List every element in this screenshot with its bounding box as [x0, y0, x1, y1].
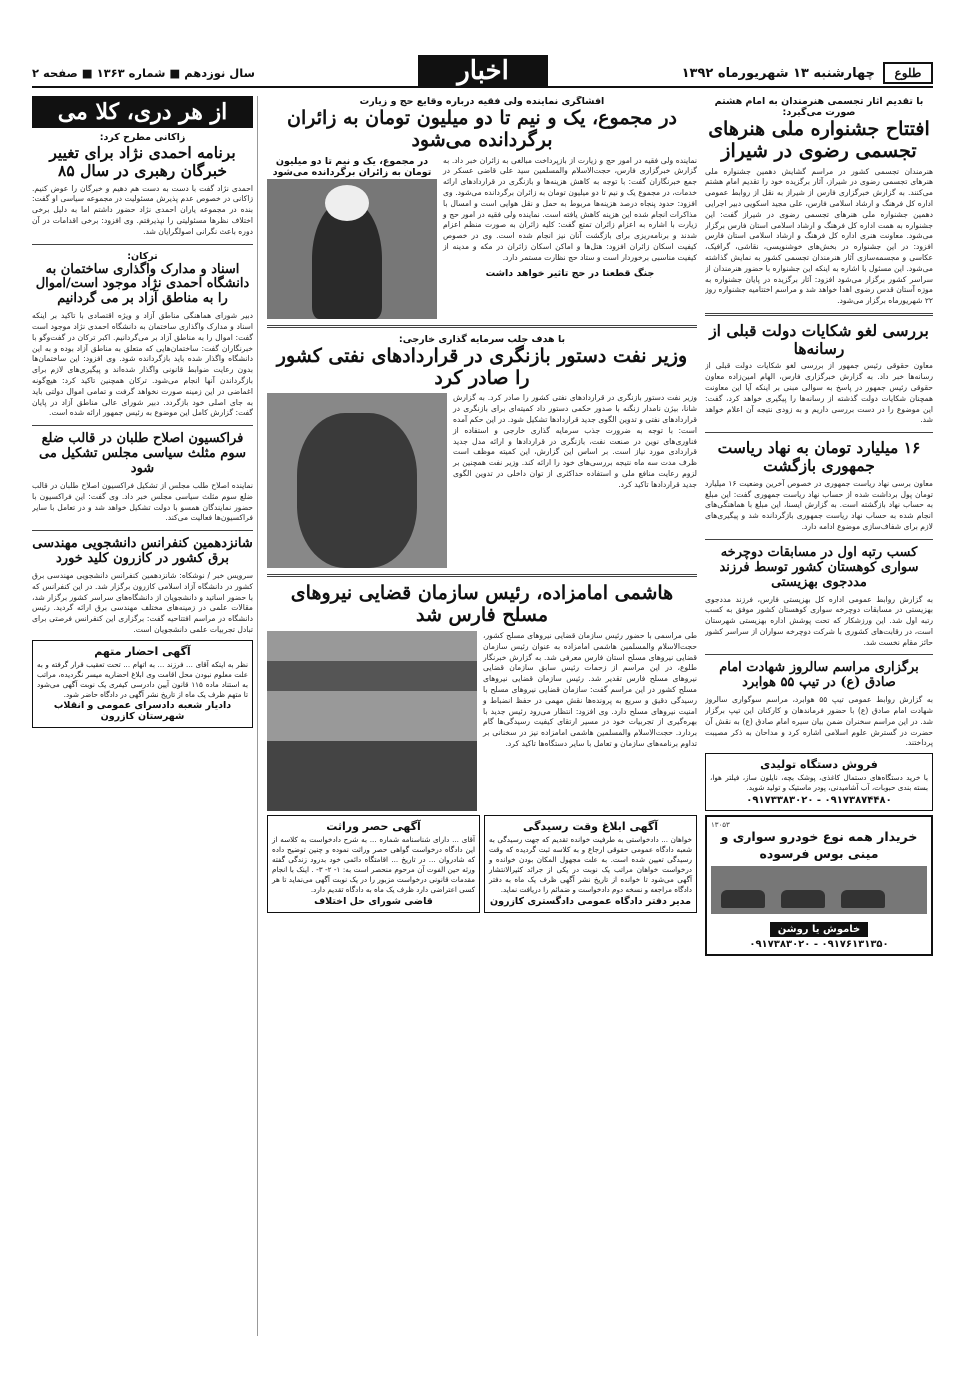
- ad-signature: دادیار شعبه دادسرای عمومی و انقلاب شهرستان کازرون: [53, 699, 232, 722]
- ad-title: فروش دستگاه تولیدی: [760, 758, 878, 772]
- column-banner: از هر دری، کلا می: [32, 96, 253, 128]
- divider: [267, 574, 697, 577]
- article-subhead: جنگ قطعنا در حج تاثیر خواهد داشت: [485, 267, 655, 279]
- newspaper-logo: طلوع: [883, 62, 933, 84]
- minister-photo: [267, 393, 447, 568]
- article-headline: برگزاری مراسم سالروز شهادت امام صادق (ع) در تیپ ۵۵ هوابرد: [719, 660, 919, 691]
- article-body: سرویس خبر / نوشکاه: شانزدهمین کنفرانس دانشجویی مهندسی برق کشور در دانشگاه آزاد اسلامی کازرون برگزار شد. در این کنفرانس که با حضور اساتید و دانشجویان از دانشگاه‌های سراسر کشور برگزار شد، مقالات علمی در زمینه‌های مختلف مهندسی برق ارائه گردید. رئیس دانشگاه در مراسم افتتاحیه گفت: برگزاری این کنفرانس فرصتی برای تبادل تجربیات علمی دانشجویان است.: [32, 570, 253, 634]
- issue-info: سال نوزدهم ■ شماره ۱۳۶۳ ■ صفحه ۲: [32, 66, 255, 80]
- article-body: نماینده ولی فقیه در امور حج و زیارت از بازپرداخت مبالغی به زائران خبر داد. به گزارش خبرگزاری فارس، حجت‌الاسلام والمسلمین سید علی قاضی عسکر در جمع خبرنگاران گفت: با توجه به کاهش هزینه‌ها و بازنگری در قراردادهای ارائه خدمات، در مجموع یک و نیم تا دو میلیون تومان به زائران برگردانده می‌شود. وی افزود: حدود پنجاه درصد هزینه‌ها مربوط به حمل و نقل هوایی است و امسال با مذاکرات انجام شده این هزینه کاهش یافته است. نماینده ولی فقیه در امور حج و زیارت با اشاره به اعزام زائران تمتع گفت: کلیه زائران به صورت منظم اعزام شدند و برنامه‌ریزی برای بازگشت آنان نیز انجام شده است. وی در خصوص کیفیت اسکان زائران افزود: هتل‌ها و اماکن اسکان زائران در مکه و مدینه از کیفیت مناسبی برخوردار است و ستاد حج نظارت مستمر دارد.: [443, 155, 697, 262]
- article-body: هنرمندان تجسمی کشور در مراسم گشایش دهمین جشنواره ملی هنرهای تجسمی رضوی در شیراز، آثار برگزیده خود را تقدیم امام هشتم می‌کنند. به گزارش خبرگزاری فارس از شیراز به نقل از روابط عمومی اداره کل فرهنگ و ارشاد اسلامی فارس، علی مجید اسکویی دبیر اجرایی دهمین جشنواره ملی هنرهای تجسمی رضوی در شیراز گفت: این جشنواره به همت اداره کل فرهنگ و ارشاد اسلامی استان فارس برگزار می‌شود. معاونت هنری اداره کل فرهنگ و ارشاد اسلامی استان فارس افزود: در این جشنواره در بخش‌های خوشنویسی، نقاشی، گرافیک، عکاسی و مجسمه‌سازی آثار هنرمندان تجسمی کشور به نمایش گذاشته می‌شود. این مسئول با اشاره به اینکه این جشنواره با حضور هنرمندان از سراسر کشور برگزار می‌شود افزود: آثار برگزیده در پایان جشنواره به موزه آستان قدس رضوی اهدا خواهد شد و مراسم اختتامیه جشنواره روز ۲۲ شهریورماه برگزار می‌شود.: [705, 166, 933, 306]
- divider: [705, 432, 933, 433]
- page-header: [32, 58, 933, 88]
- article-body: معاون حقوقی رئیس جمهور از بررسی لغو شکایات دولت قبلی از رسانه‌ها خبر داد. به گزارش خبرگزاری فارس، الهام امین‌زاده معاون حقوقی رئیس جمهور در پاسخ به سوالی مبنی بر اینکه آیا این معاونت همچنان شکایات دولت گذشته از رسانه‌ها را پیگیری خواهد کرد، گفت: این موضوع را در دست بررسی داریم و به زودی نتیجه آن اعلام خواهد شد.: [705, 361, 933, 425]
- ad-signature: قاضی شورای حل اختلاف: [314, 895, 433, 907]
- car-buyer-ad: [705, 815, 933, 956]
- divider: [705, 313, 933, 316]
- ad-phone: ۰۹۱۷۳۸۳۰۲۰ - ۰۹۱۷۶۱۳۱۳۵۰: [749, 939, 889, 951]
- classified-ad: [705, 753, 933, 811]
- ad-title: خریدار همه نوع خودرو سواری و مینی بوس فرسوده: [720, 829, 918, 862]
- article-headline: برنامه احمدی نژاد برای تغییر خبرگان رهبری در سال ۸۵: [49, 143, 236, 180]
- divider: [705, 654, 933, 655]
- ad-phone: ۰۹۱۷۳۳۸۳۰۲۰ - ۰۹۱۷۳۸۷۴۴۸۰: [746, 795, 892, 807]
- car-shape: [841, 890, 885, 908]
- lead-article: [267, 156, 697, 319]
- article-headline: وزیر نفت دستور بازنگری در قراردادهای نفتی کشور را صادر کرد: [276, 344, 688, 389]
- article-kicker: با تقدیم آثار تجسمی هنرمندان به امام هشتم صورت می‌گیرد:: [714, 96, 924, 118]
- car-shape: [781, 890, 825, 908]
- left-column: [32, 96, 258, 1336]
- article-headline: بررسی لغو شکایات دولت قبلی از رسانه‌ها: [709, 320, 929, 358]
- article-body: نماینده اصلاح طلب مجلس از تشکیل فراکسیون اصلاح طلبان در قالب ضلع سوم مثلث سیاسی مجلس خبر داد. وی گفت: این فراکسیون با حضور نمایندگان همسو با دولت تشکیل خواهد شد و در تعامل با سایر فراکسیون‌ها فعالیت می‌کند.: [32, 480, 253, 523]
- ad-title: آگهی ابلاغ وقت رسیدگی: [522, 820, 659, 834]
- article-kicker: با هدف جلب سرمایه گذاری خارجی:: [398, 333, 566, 345]
- car-image: [711, 866, 927, 914]
- divider: [32, 425, 253, 426]
- legal-ads: [267, 815, 697, 912]
- lead-headline: در مجموع، یک و نیم تا دو میلیون تومان به زائران برگردانده می‌شود: [286, 107, 677, 151]
- judicial-article: [267, 631, 697, 811]
- cleric-photo: [267, 179, 437, 319]
- article-headline: هاشمی امامزاده، رئیس سازمان قضایی نیروهای مسلح فارس شد: [290, 582, 674, 627]
- ad-tag: خاموش یا روشن: [770, 922, 869, 937]
- divider: [32, 244, 253, 245]
- legal-ad: [267, 815, 480, 912]
- divider: [32, 530, 253, 531]
- ad-title: آگهی احضار متهم: [94, 644, 191, 658]
- article-headline: ۱۶ میلیارد تومان به نهاد ریاست جمهوری بازگشت: [717, 438, 921, 475]
- article-body: احمدی نژاد گفت با دست به دست هم دهیم و خبرگان را عوض کنیم. زاکانی در خصوص عدم پذیرش مسئولیت در مجموعه سیاسی او گفت: بنده در مجموعه یاران احمدی نژاد حضور داشتم اما به دلیل برخی اختلاف نظرها مسئولیتی را نپذیرفتم. وی افزود: برخی اقدامات در آن دوره باعث نگرانی اصولگرایان شد.: [32, 183, 253, 236]
- ad-body: نظر به اینکه آقای ... فرزند ... به اتهام ... تحت تعقیب قرار گرفته و به علت معلوم نبودن محل اقامت وی ابلاغ احضاریه میسر نگردیده، مراتب به استناد ماده ۱۱۵ قانون آیین دادرسی کیفری یک نوبت آگهی می‌شود تا متهم ظرف یک ماه از تاریخ نشر آگهی در دادگاه حاضر شود.: [37, 659, 249, 699]
- article-subhead: در مجموع، یک و نیم تا دو میلیون تومان به زائران برگردانده می‌شود: [272, 155, 432, 178]
- divider: [705, 539, 933, 540]
- article-body: دبیر شورای هماهنگی مناطق آزاد و ویژه اقتصادی با تاکید بر اینکه اسناد و مدارک واگذاری ساختمان به دانشگاه احمدی نژاد موجود است گفت: اموال را به مناطق آزاد بر می‌گردانیم. اکبر ترکان در گفت‌وگو با خبرنگاران گفت: ساختمان‌هایی که متعلق به مناطق آزاد بوده و به این دانشگاه واگذار شده باید بازگردانده شود. وی افزود: این ساختمان‌ها بدون رعایت ضوابط قانونی واگذار شده‌اند و پیگیری‌های لازم برای بازگرداندن آنها انجام می‌شود. ترکان همچنین تاکید کرد: هیچ‌گونه اغماضی در این زمینه صورت نخواهد گرفت و تمامی اموال دولتی باید به جای اصلی خود بازگردد. دبیر شورای عالی مناطق آزاد در پایان گفت: گزارش کامل این موضوع به رئیس جمهور ارائه شده است.: [32, 311, 253, 418]
- legal-ad: [484, 815, 697, 912]
- divider: [267, 325, 697, 328]
- article-headline: فراکسیون اصلاح طلبان در قالب ضلع سوم مثلث سیاسی مجلس تشکیل می شود: [39, 431, 246, 477]
- legal-ad: [32, 640, 253, 728]
- article-kicker: افشاگری نماینده ولی فقیه درباره وقایع حج و زیارت: [359, 96, 605, 107]
- article-headline: افتتاح جشنواره ملی هنرهای تجسمی رضوی در شیراز: [708, 118, 930, 162]
- issue-date: چهارشنبه ۱۳ شهریورماه ۱۳۹۲: [681, 66, 875, 81]
- article-body: به گزارش روابط عمومی تیپ ۵۵ هوابرد، مراسم سوگواری سالروز شهادت امام صادق (ع) با حضور فرماندهان و کارکنان این تیپ برگزار شد. در این مراسم سخنران ضمن بیان سیره امام صادق (ع) به نقش آن حضرت در گسترش علوم اسلامی اشاره کرد و مداحان به ذکر مصیبت پرداختند.: [705, 695, 933, 748]
- ad-body: با خرید دستگاه‌های دستمال کاغذی، پوشک بچه، نایلون ساز، فیلتر هوا، بسته بندی حبوبات، آب آشامیدنی، پودر ماستیک و تولید شوید.: [710, 773, 928, 793]
- article-body: وزیر نفت دستور بازنگری در قراردادهای نفتی کشور را صادر کرد. به گزارش شانا، بیژن نامدار زنگنه با صدور حکمی دستور داد کمیته‌ای برای بازنگری در قراردادهای نفتی و تدوین الگوی جدید قراردادها تشکیل شود. در این حکم آمده است: با توجه به ضرورت جذب سرمایه گذاری خارجی و استفاده از فناوری‌های نوین در صنعت نفت، بازنگری در قراردادها و ارائه مدل جدید قراردادی مورد نیاز است. بر اساس این گزارش، این کمیته موظف است ظرف مدت سه ماه نتیجه بررسی‌های خود را ارائه کند. وزیر نفت همچنین بر لزوم رعایت منافع ملی و استفاده حداکثری از توان داخلی در تدوین الگوی جدید قراردادها تاکید کرد.: [453, 393, 697, 489]
- middle-column: [267, 96, 697, 1336]
- ad-body: آقای ... دارای شناسنامه شماره ... به شرح دادخواست به کلاسه از این دادگاه درخواست گواهی حصر وراثت نموده و چنین توضیح داده که شادروان ... در تاریخ ... اقامتگاه دائمی خود بدرود زندگی گفته ورثه حین الفوت آن مرحوم منحصر است به: ۱- ۲- ۳- . اینک با انجام مقدمات قانونی درخواست مزبور را در یک نوبت آگهی می‌نماید تا هر کسی اعتراضی دارد ظرف یک ماه به دادگاه تقدیم دارد.: [272, 835, 475, 895]
- article-headline: اسناد و مدارک واگذاری ساختمان به دانشگاه احمدی نژاد موجود است/اموال را به مناطق آزاد بر می گردانیم: [35, 261, 250, 307]
- article-body: معاون برسی نهاد ریاست جمهوری در خصوص آخرین وضعیت ۱۶ میلیارد تومان پول برداشت شده از حساب نهاد ریاست جمهوری گفت: این مبلغ به حساب نهاد بازگشته است. به گزارش ایسنا، این مبلغ با هماهنگی‌های انجام شده به حساب نهاد ریاست جمهوری بازگردانده شد و پیگیری‌های لازم برای شفاف‌سازی موضوع ادامه دارد.: [705, 478, 933, 531]
- ceremony-photo: [267, 631, 477, 811]
- article-body: طی مراسمی با حضور رئیس سازمان قضایی نیروهای مسلح کشور، حجت‌الاسلام والمسلمین هاشمی امامزاده به عنوان رئیس سازمان قضایی نیروهای مسلح استان فارس معرفی شد. به گزارش خبرنگار طلوع، در این مراسم از زحمات رئیس سابق سازمان قضایی نیروهای مسلح فارس تقدیر شد. رئیس سازمان قضایی نیروهای مسلح کشور در این مراسم گفت: سازمان قضایی نیروهای مسلح با رسیدگی دقیق و سریع به پرونده‌ها نقش مهمی در حفظ انضباط و امنیت نیروهای مسلح دارد. وی افزود: انتظار می‌رود رئیس جدید با بهره‌گیری از تجربیات خود در مسیر ارتقای کیفیت رسیدگی‌ها گام بردارد. حجت‌الاسلام والمسلمین هاشمی امامزاده نیز در سخنانی بر تداوم برنامه‌های سازمان و تعامل با سایر دستگاه‌ها تاکید کرد.: [483, 631, 697, 748]
- article-kicker: زاکانی مطرح کرد:: [99, 132, 186, 143]
- article-headline: شانزدهمین کنفرانس دانشجویی مهندسی برق کشور در کازرون کلید خورد: [32, 536, 253, 567]
- ad-code: ۱۳۰۵۳: [711, 821, 730, 830]
- article-headline: کسب رتبه اول در مسابقات دوچرخه سواری کوهستان کشور توسط فرزند مددجوی بهزیستی: [719, 544, 919, 590]
- article-body: به گزارش روابط عمومی اداره کل بهزیستی فارس، فرزند مددجوی بهزیستی در مسابقات دوچرخه سواری کوهستان کشور موفق به کسب رتبه اول شد. این ورزشکار که تحت پوشش اداره بهزیستی شهرستان است، در رقابت‌های کشوری با شرکت دوچرخه سواران از سراسر کشور حائز مقام نخست شد.: [705, 594, 933, 647]
- ad-title: آگهی حصر وراثت: [326, 820, 421, 834]
- right-column: [705, 96, 933, 1336]
- oil-article: [267, 393, 697, 568]
- article-kicker: ترکان:: [127, 250, 158, 262]
- section-title: اخبار: [418, 55, 548, 87]
- ad-signature: مدیر دفتر دادگاه عمومی دادگستری کازرون: [489, 895, 692, 907]
- car-shape: [721, 890, 765, 908]
- ad-body: خواهان ... دادخواستی به طرفیت خوانده تقدیم که جهت رسیدگی به شعبه دادگاه عمومی حقوقی ارجاع و به کلاسه ثبت گردیده که وقت رسیدگی تعیین شده است. به علت مجهول المکان بودن خوانده و درخواست خواهان مراتب یک نوبت در یکی از جرائد کثیرالانتشار آگهی می‌شود تا خوانده از تاریخ نشر آگهی ظرف یک ماه به دفتر دادگاه مراجعه و نسخه دوم دادخواست و ضمائم را دریافت نماید.: [489, 835, 692, 895]
